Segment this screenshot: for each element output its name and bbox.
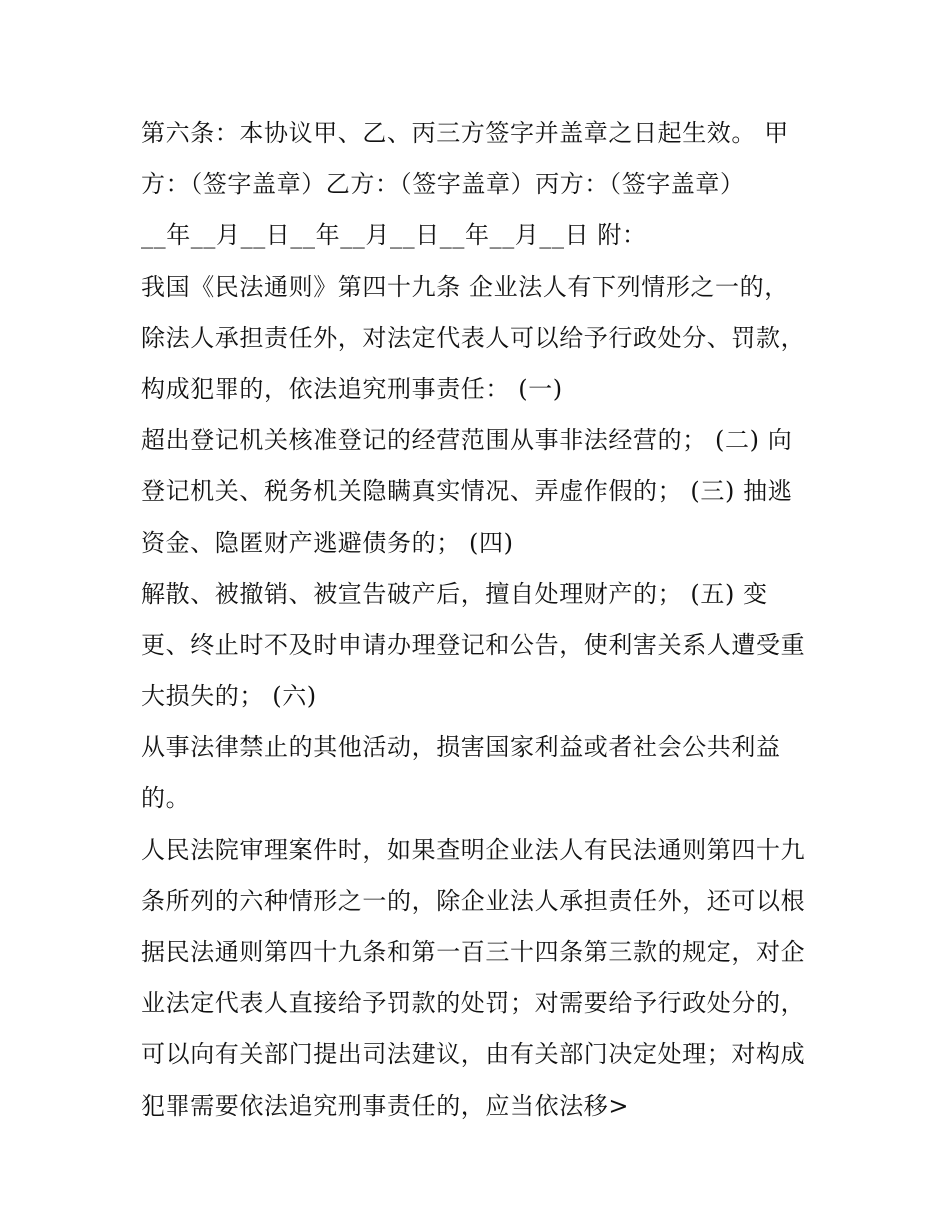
- text-line: 超出登记机关核准登记的经营范围从事非法经营的； (二) 向: [141, 426, 793, 455]
- text-line: 人民法院审理案件时，如果查明企业法人有民法通则第四十九: [141, 835, 806, 864]
- text-line: 方：（签字盖章）乙方：（签字盖章）丙方：（签字盖章）: [141, 170, 745, 199]
- text-line: 构成犯罪的，依法追究刑事责任： (一): [141, 374, 563, 403]
- text-line: 从事法律禁止的其他活动，损害国家利益或者社会公共利益: [141, 733, 781, 762]
- text-line: 业法定代表人直接给予罚款的处罚；对需要给予行政处分的，: [141, 989, 806, 1018]
- text-line: 解散、被撤销、被宣告破产后，擅自处理财产的； (五) 变: [141, 579, 768, 608]
- text-line: 可以向有关部门提出司法建议，由有关部门决定处理；对构成: [141, 1040, 806, 1069]
- document-body: [141, 108, 821, 1132]
- text-line: 的。: [141, 784, 191, 813]
- text-line: 犯罪需要依法追究刑事责任的，应当依法移>: [141, 1091, 630, 1120]
- text-line: 资金、隐匿财产逃避债务的； (四): [141, 528, 514, 557]
- text-line: 我国《民法通则》第四十九条 企业法人有下列情形之一的，: [141, 272, 789, 301]
- text-line: __年__月__日__年__月__日__年__月__日 附：: [141, 221, 647, 250]
- text-line: 更、终止时不及时申请办理登记和公告，使利害关系人遭受重: [141, 630, 806, 659]
- text-line: 条所列的六种情形之一的，除企业法人承担责任外，还可以根: [141, 886, 806, 915]
- text-line: 第六条：本协议甲、乙、丙三方签字并盖章之日起生效。 甲: [141, 119, 789, 147]
- text-line: 登记机关、税务机关隐瞒真实情况、弄虚作假的； (三) 抽逃: [141, 477, 793, 506]
- text-line: 据民法通则第四十九条和第一百三十四条第三款的规定，对企: [141, 938, 806, 966]
- text-line: 除法人承担责任外，对法定代表人可以给予行政处分、罚款，: [141, 323, 806, 352]
- text-line: 大损失的； (六): [141, 682, 317, 711]
